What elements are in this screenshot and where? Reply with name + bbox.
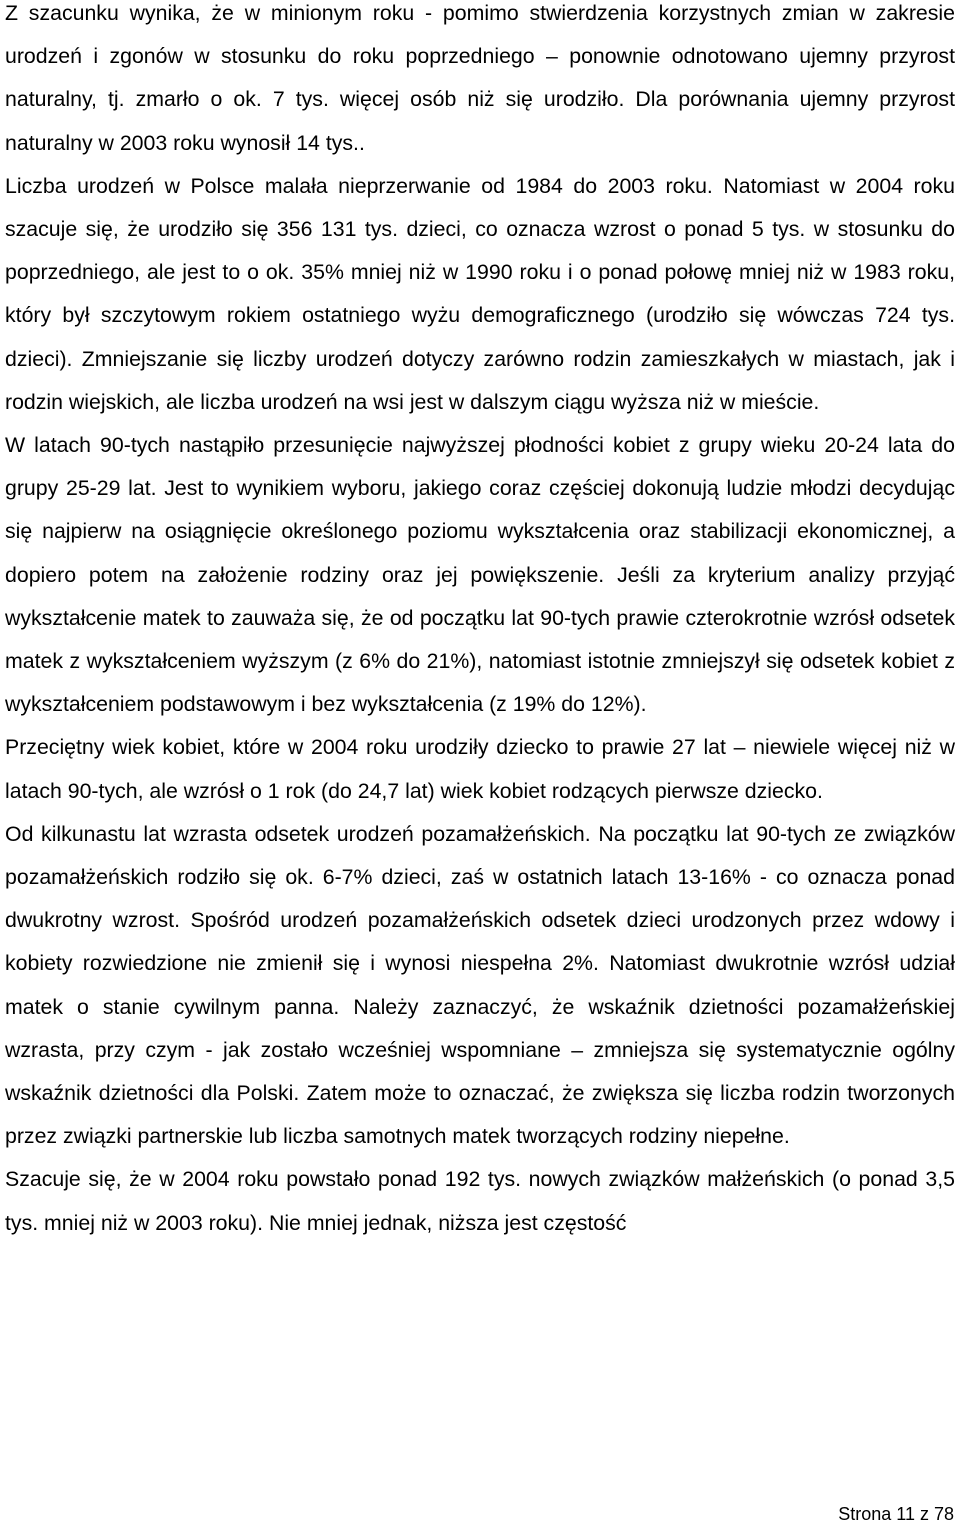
paragraph-natural-increase: Z szacunku wynika, że w minionym roku - pomimo stwierdzenia korzystnych zmian w zakresie urodzeń i zgonów w stosunku do roku poprzedniego – ponownie odnotowano ujemny przyrost naturalny, tj. zmarło o ok. 7 tys. więcej osób niż się urodziło. Dla porównania ujemny przyrost naturalny w 2003 roku wynosił 14 tys..: [5, 1, 955, 155]
document-body: [5, 0, 955, 1245]
paragraph-births: Liczba urodzeń w Polsce malała nieprzerwanie od 1984 do 2003 roku. Natomiast w 2004 roku szacuje się, że urodziło się 356 131 tys. dzieci, co oznacza wzrost o ponad 5 tys. w stosunku do poprzedniego, ale jest to o ok. 35% mniej niż w 1990 roku i o ponad połowę mniej niż w 1983 roku, który był szczytowym rokiem ostatniego wyżu demograficznego (urodziło się wówczas 724 tys. dzieci). Zmniejszanie się liczby urodzeń dotyczy zarówno rodzin zamieszkałych w miastach, jak i rodzin wiejskich, ale liczba urodzeń na wsi jest w dalszym ciągu wyższa niż w mieście.: [5, 173, 955, 414]
paragraph-marriages: Szacuje się, że w 2004 roku powstało ponad 192 tys. nowych związków małżeńskich (o ponad 3,5 tys. mniej niż w 2003 roku). Nie mniej jednak, niższa jest częstość: [5, 1167, 955, 1235]
page-number: Strona 11 z 78: [838, 1504, 954, 1524]
paragraph-fertility-age: W latach 90-tych nastąpiło przesunięcie najwyższej płodności kobiet z grupy wieku 20-24 lata do grupy 25-29 lat. Jest to wynikiem wyboru, jakiego coraz częściej dokonują ludzie młodzi decydując się najpierw na osiągnięcie określonego poziomu wykształcenia oraz stabilizacji ekonomicznej, a dopiero potem na założenie rodziny oraz jej powiększenie. Jeśli za kryterium analizy przyjąć wykształcenie matek to zauważa się, że od początku lat 90-tych prawie czterokrotnie wzrósł odsetek matek z wykształceniem wyższym (z 6% do 21%), natomiast istotnie zmniejszył się odsetek kobiet z wykształceniem podstawowym i bez wykształcenia (z 19% do 12%).: [5, 433, 955, 717]
paragraph-extramarital-births: Od kilkunastu lat wzrasta odsetek urodzeń pozamałżeńskich. Na początku lat 90-tych ze związków pozamałżeńskich rodziło się ok. 6-7% dzieci, zaś w ostatnich latach 13-16% - co oznacza ponad dwukrotny wzrost. Spośród urodzeń pozamałżeńskich odsetek dzieci urodzonych przez wdowy i kobiety rozwiedzione nie zmienił się i wynosi niespełna 2%. Natomiast dwukrotnie wzrósł udział matek o stanie cywilnym panna. Należy zaznaczyć, że wskaźnik dzietności pozamałżeńskiej wzrasta, przy czym - jak zostało wcześniej wspomniane – zmniejsza się systematycznie ogólny wskaźnik dzietności dla Polski. Zatem może to oznaczać, że zwiększa się liczba rodzin tworzonych przez związki partnerskie lub liczba samotnych matek tworzących rodziny niepełne.: [5, 821, 955, 1149]
paragraph-mother-age: Przeciętny wiek kobiet, które w 2004 roku urodziły dziecko to prawie 27 lat – niewiele więcej niż w latach 90-tych, ale wzrósł o 1 rok (do 24,7 lat) wiek kobiet rodzących pierwsze dziecko.: [5, 735, 955, 803]
